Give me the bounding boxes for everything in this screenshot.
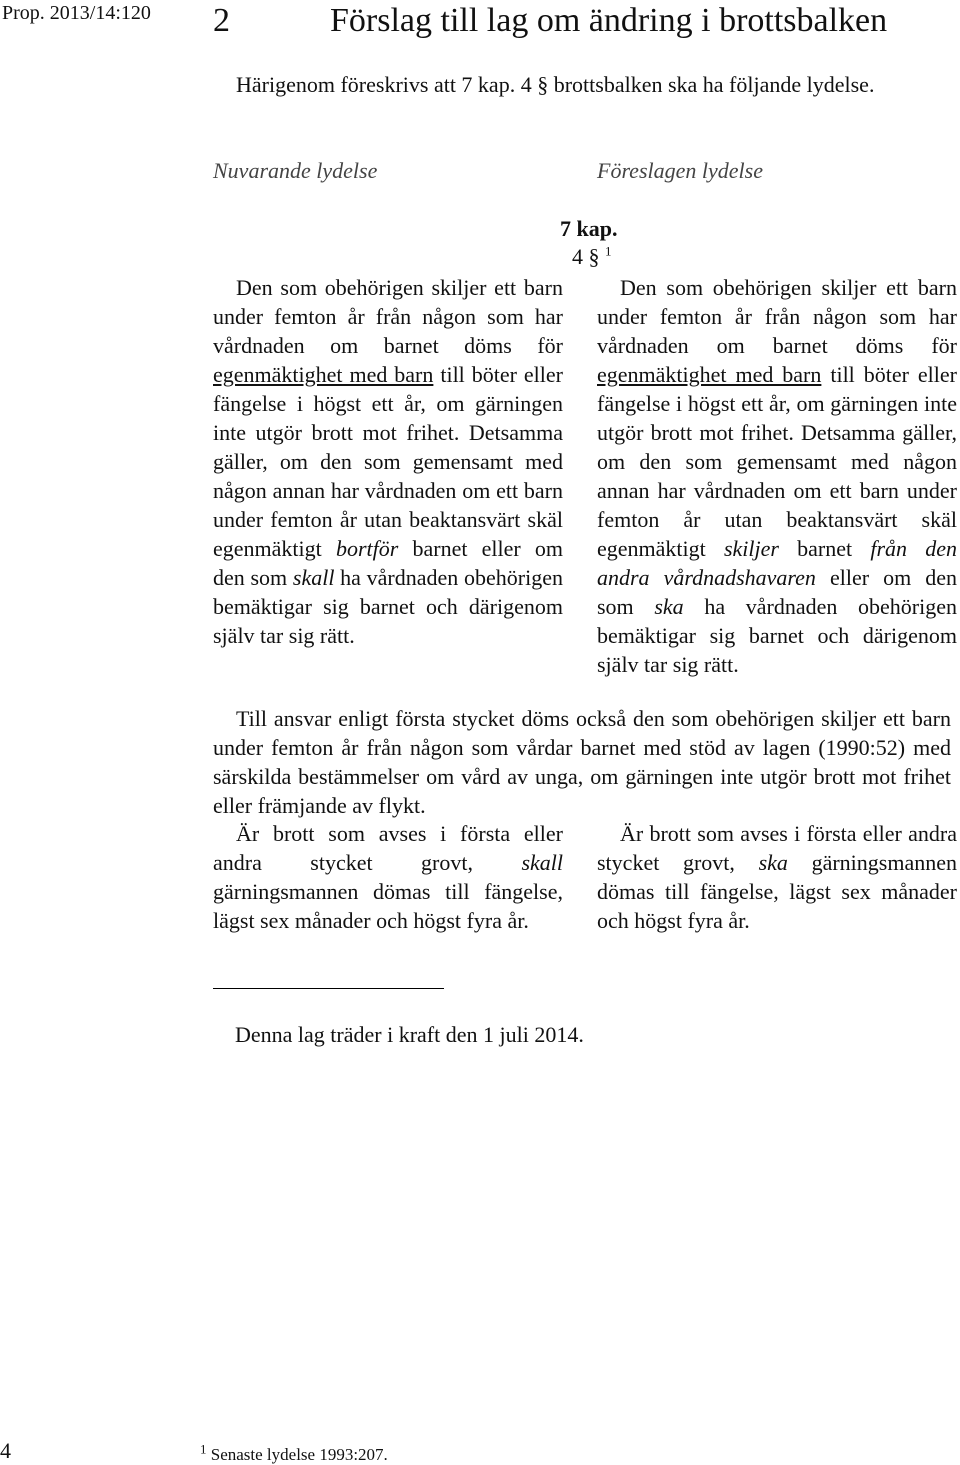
footnote-ref: 1: [605, 243, 612, 259]
left-p1-italic-1: bortför: [335, 536, 399, 561]
shared-paragraph: Till ansvar enligt första stycket döms också den som obehörigen skiljer ett barn under femton år från någon som vårdar barnet med stöd av lagen (1990:52) med särskilda bestämmelser om vård av unga, om gärningen inte utgör brott mot frihet eller främjande av flykt.: [213, 706, 951, 818]
right-p1-text-e: ha vårdnaden obehörigen bemäktigar sig barnet och därigenom själv tar sig rätt.: [597, 594, 957, 677]
right-p1-underlined-term: egenmäktighet med barn: [597, 362, 822, 387]
left-p1-text-c: barnet eller om den som: [213, 536, 563, 590]
section-number: 2: [213, 2, 230, 39]
left-p1-text-a: Den som obehörigen skiljer ett barn under femton år från någon som har vårdnaden om barnet döms för: [213, 275, 563, 358]
page-number: 4: [0, 1438, 11, 1463]
right-column-heading: Föreslagen lydelse: [597, 158, 763, 183]
left-column-first-paragraph: [213, 273, 563, 650]
footnote: [200, 1441, 388, 1465]
right-p1-italic-1: skiljer: [723, 536, 779, 561]
left-p1-text-d: ha vårdnaden obehörigen bemäktigar sig barnet och därigenom själv tar sig rätt.: [213, 565, 563, 648]
right-p1-text-c: barnet: [778, 536, 871, 561]
right-column-first-paragraph: [597, 273, 957, 679]
chapter-heading: 7 kap.: [560, 216, 618, 241]
left-p3-italic: skall: [521, 850, 563, 875]
footnote-number: 1: [200, 1441, 207, 1457]
page-title: Förslag till lag om ändring i brottsbalken: [330, 2, 888, 39]
footnote-text: Senaste lydelse 1993:207.: [210, 1445, 388, 1464]
right-p1-text-d: eller om den som: [597, 565, 957, 619]
right-p3-text-b: gärningsmannen dömas till fängelse, lägst sex månader och högst fyra år.: [597, 850, 957, 933]
paragraph-heading: [572, 244, 612, 270]
left-p3-text-b: gärningsmannen dömas till fängelse, lägst sex månader och högst fyra år.: [213, 879, 563, 933]
left-p1-italic-2: skall: [292, 565, 335, 590]
left-p1-underlined-term: egenmäktighet med barn: [213, 362, 434, 387]
effective-date: Denna lag träder i kraft den 1 juli 2014.: [235, 1022, 584, 1047]
right-p1-text-a: Den som obehörigen skiljer ett barn under femton år från någon som har vårdnaden om barnet döms för: [597, 275, 957, 358]
separator-rule: [213, 988, 444, 989]
right-p1-italic-3: ska: [654, 594, 684, 619]
left-column-third-paragraph: [213, 819, 563, 935]
right-p3-italic: ska: [758, 850, 788, 875]
right-p1-text-b: till böter eller fängelse i högst ett år, om gärningen inte utgör brott mot frihet. Detsamma gäller, om den som gemensamt med någon annan har vårdnaden om ett barn under femton år utan beaktansvärt skäl egenmäktigt: [597, 362, 957, 561]
paragraph-label: 4 §: [572, 244, 600, 269]
intro-paragraph: Härigenom föreskrivs att 7 kap. 4 § brottsbalken ska ha följande lydelse.: [236, 72, 875, 97]
left-p3-text-a: Är brott som avses i första eller andra stycket grovt,: [213, 821, 563, 875]
right-column-third-paragraph: [597, 819, 957, 935]
left-p1-text-b: till böter eller fängelse i högst ett år, om gärningen inte utgör brott mot frihet. Detsamma gäller, om den som gemensamt med någon annan har vårdnaden om ett barn under femton år utan beaktansvärt skäl egenmäktigt: [213, 362, 563, 561]
right-p3-text-a: Är brott som avses i första eller andra stycket grovt,: [597, 821, 957, 875]
right-p1-italic-2: från den andra vårdnadshavaren: [597, 536, 957, 590]
prop-reference: Prop. 2013/14:120: [2, 2, 151, 24]
left-column-heading: Nuvarande lydelse: [213, 158, 378, 183]
